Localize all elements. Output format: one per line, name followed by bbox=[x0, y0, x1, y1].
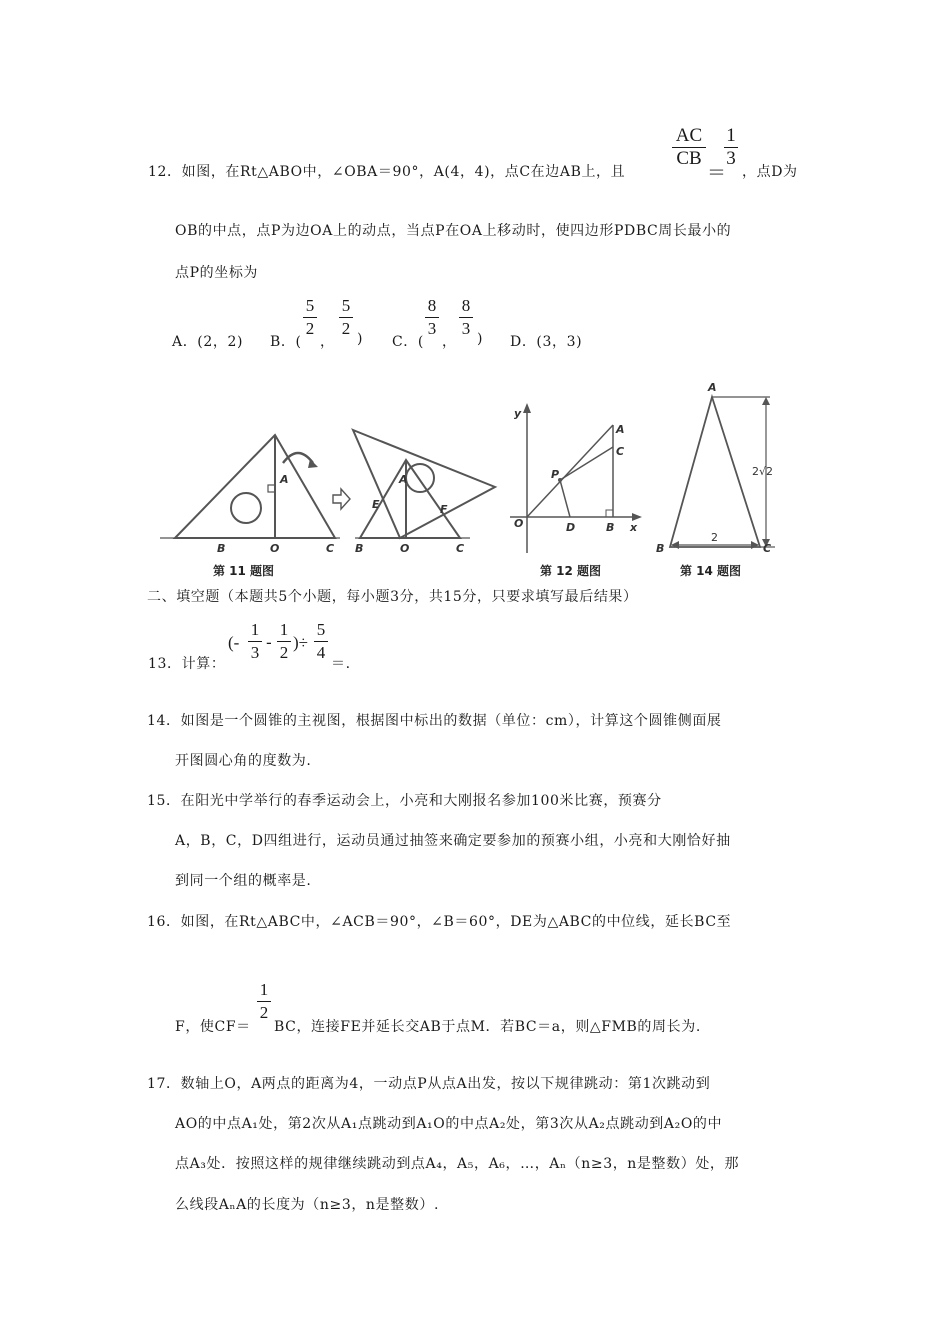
q13-fraction-1-3: 1 3 bbox=[248, 620, 262, 663]
q15-line3: 到同一个组的概率是. bbox=[175, 873, 312, 889]
q12-option-d: D．(3，3) bbox=[510, 334, 583, 350]
fig12-label-o: O bbox=[514, 517, 524, 530]
fig12-label-x: x bbox=[630, 521, 638, 534]
fig12-label-b: B bbox=[606, 521, 615, 534]
fig11-label-b: B bbox=[217, 542, 226, 555]
q12-option-c-open: C．( bbox=[392, 334, 424, 350]
q13-fraction-5-4: 5 4 bbox=[314, 620, 328, 663]
q14-line1: 14．如图是一个圆锥的主视图，根据图中标出的数据（单位：cm），计算这个圆锥侧面展 bbox=[147, 713, 722, 729]
fig12-label-c: C bbox=[616, 445, 625, 458]
fig12-label-p: P bbox=[551, 468, 560, 481]
q15-line2: A，B，C，D四组进行，运动员通过抽签来确定要参加的预赛小组，小亮和大刚恰好抽 bbox=[175, 833, 731, 849]
q17-line2: AO的中点A₁处，第2次从A₁点跳动到A₁O的中点A₂处，第3次从A₂点跳动到A₂O的中 bbox=[175, 1116, 723, 1132]
fig12-label-y: y bbox=[514, 407, 522, 420]
q13-label: 13．计算： bbox=[148, 656, 226, 672]
q12-option-c-x: 8 3 bbox=[425, 296, 439, 339]
q12-option-b-open: B．( bbox=[270, 334, 302, 350]
figure-11-left bbox=[160, 435, 340, 538]
fig12-label-a: A bbox=[616, 423, 625, 436]
fig11r-label-f: F bbox=[440, 503, 448, 516]
q17-line1: 17．数轴上O，A两点的距离为4，一动点P从点A出发，按以下规律跳动：第1次跳动到 bbox=[147, 1076, 711, 1092]
q16-line2-pre: F，使CF＝ bbox=[175, 1019, 251, 1035]
fig14-label-c: C bbox=[763, 542, 772, 555]
fig12-label-d: D bbox=[566, 521, 576, 534]
q12-option-a: A．(2，2) bbox=[172, 334, 244, 350]
q12-equals: ＝ bbox=[707, 163, 727, 184]
q12-option-c-y: 8 3 bbox=[459, 296, 473, 339]
q12-line3: 点P的坐标为 bbox=[175, 265, 259, 281]
q14-line2: 开图圆心角的度数为. bbox=[175, 753, 312, 769]
figure-14-caption: 第 14 题图 bbox=[680, 564, 742, 578]
q13-open-paren: (- bbox=[228, 633, 240, 652]
figure-11-caption: 第 11 题图 bbox=[213, 564, 275, 578]
q12-option-b-y: 5 2 bbox=[339, 296, 353, 339]
q12-option-c-close: ) bbox=[477, 331, 484, 347]
q12-prefix: 12．如图，在Rt△ABO中，∠OBA＝90°，A(4，4)，点C在边AB上，且 bbox=[148, 164, 626, 180]
fig11-label-c: C bbox=[326, 542, 335, 555]
fig14-label-a: A bbox=[708, 381, 717, 394]
fig11r-label-a: A bbox=[399, 473, 408, 486]
fig11r-label-o: O bbox=[400, 542, 410, 555]
fig11-label-a: A bbox=[280, 473, 289, 486]
fig11-label-o: O bbox=[270, 542, 280, 555]
q16-line1: 16．如图，在Rt△ABC中，∠ACB＝90°，∠B＝60°，DE为△ABC的中位线，延长BC至 bbox=[147, 914, 732, 930]
q13-close-divide: )÷ bbox=[293, 633, 308, 652]
fig14-base-label: 2 bbox=[711, 531, 718, 544]
q13-fraction-1-2: 1 2 bbox=[277, 620, 291, 663]
q16-fraction-1-2: 1 2 bbox=[257, 980, 271, 1023]
fig11r-label-b: B bbox=[355, 542, 364, 555]
q13-minus: - bbox=[266, 633, 272, 653]
q12-fraction-one-third: 1 3 bbox=[724, 126, 738, 169]
fig11r-label-c: C bbox=[456, 542, 465, 555]
figure-12-caption: 第 12 题图 bbox=[540, 564, 602, 578]
q17-line4: 么线段AₙA的长度为（n≥3，n是整数）. bbox=[175, 1197, 439, 1213]
q16-line2-post: BC，连接FE并延长交AB于点M．若BC＝a，则△FMB的周长为. bbox=[274, 1019, 701, 1035]
q12-option-b-x: 5 2 bbox=[303, 296, 317, 339]
q12-option-b-close: ) bbox=[357, 331, 364, 347]
q12-line2: OB的中点，点P为边OA上的动点，当点P在OA上移动时，使四边形PDBC周长最小的 bbox=[175, 223, 732, 239]
q17-line3: 点A₃处．按照这样的规律继续跳动到点A₄，A₅，A₆，…，Aₙ（n≥3，n是整数）处，那 bbox=[175, 1156, 740, 1172]
q12-option-c-comma: ， bbox=[442, 334, 457, 350]
section-2-heading: 二、填空题（本题共5个小题，每小题3分，共15分，只要求填写最后结果） bbox=[147, 589, 638, 605]
q13-end: ＝. bbox=[331, 656, 351, 672]
fig14-label-b: B bbox=[656, 542, 665, 555]
q12-option-b-comma: ， bbox=[320, 334, 335, 350]
q12-fraction-ac-cb: AC CB bbox=[672, 126, 706, 169]
q15-line1: 15．在阳光中学举行的春季运动会上，小亮和大刚报名参加100米比赛，预赛分 bbox=[147, 793, 662, 809]
q12-suffix: ，点D为 bbox=[742, 164, 798, 180]
figure-11-right bbox=[353, 430, 495, 538]
hollow-right-arrow-icon bbox=[333, 489, 350, 509]
fig11r-label-e: E bbox=[372, 498, 380, 511]
fig14-height-label: 2√2 bbox=[752, 465, 774, 478]
figures-strip bbox=[0, 375, 950, 585]
